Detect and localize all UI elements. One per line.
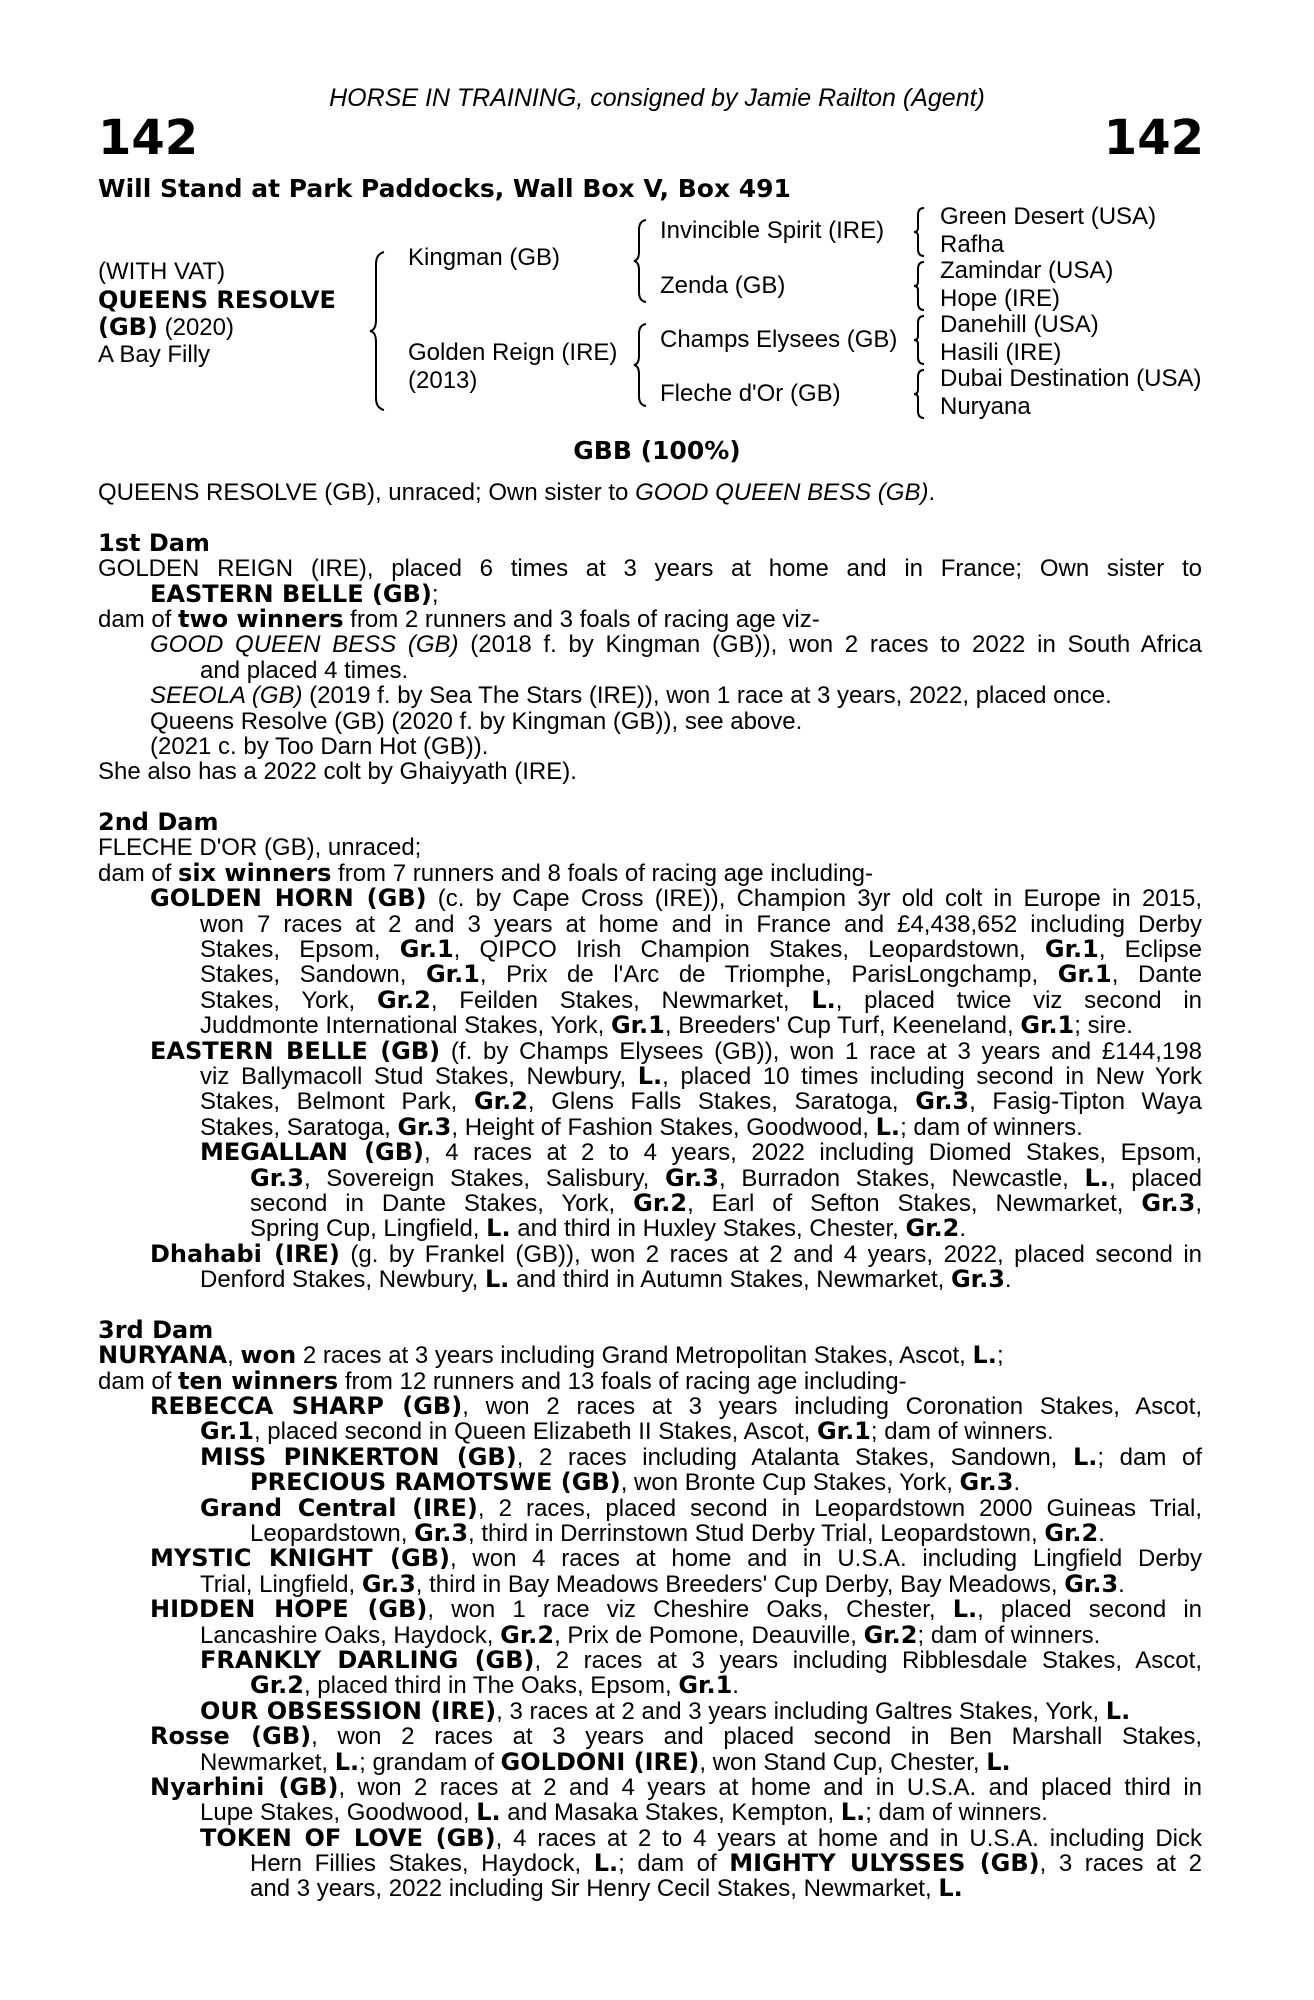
sire-dam: Zenda (GB) — [660, 272, 786, 299]
first-dam-line: GOOD QUEEN BESS (GB) (2018 f. by Kingman (GB)), won 2 races to 2022 in South Africa — [150, 631, 1202, 659]
ggp-8: Nuryana — [940, 393, 1031, 420]
third-dam-line: and 3 years, 2022 including Sir Henry Cecil Stakes, Newmarket, L. — [250, 1874, 963, 1903]
third-dam-line: REBECCA SHARP (GB), won 2 races at 3 years including Coronation Stakes, Ascot, — [150, 1392, 1202, 1421]
ggp-7: Dubai Destination (USA) — [940, 365, 1202, 392]
ggp-1: Green Desert (USA) — [940, 203, 1157, 230]
second-dam-line: Stakes, Sandown, Gr.1, Prix de l'Arc de Triomphe, ParisLongchamp, Gr.1, Dante — [200, 960, 1202, 989]
gbb-rating: GBB (100%) — [573, 436, 741, 465]
second-dam-line: EASTERN BELLE (GB) (f. by Champs Elysees (GB)), won 1 race at 3 years and £144,198 — [150, 1036, 1202, 1065]
third-dam-line: Nyarhini (GB), won 2 races at 2 and 4 years at home and in U.S.A. and placed third in — [150, 1772, 1203, 1801]
dam-brace — [632, 322, 650, 408]
intro-line: QUEENS RESOLVE (GB), unraced; Own sister to GOOD QUEEN BESS (GB). — [98, 479, 936, 506]
pedigree-brace-main — [368, 250, 390, 412]
second-dam-line: MEGALLAN (GB), 4 races at 2 to 4 years, 2022 including Diomed Stakes, Epsom, — [200, 1138, 1202, 1167]
second-dam-line: Stakes, York, Gr.2, Feilden Stakes, Newmarket, L., placed twice viz second in — [200, 985, 1203, 1014]
third-dam-line: dam of ten winners from 12 runners and 13 foals of racing age including- — [98, 1366, 907, 1395]
third-dam-line: Gr.2, placed third in The Oaks, Epsom, Gr.1. — [250, 1671, 739, 1700]
brace-g1 — [912, 206, 928, 258]
third-dam-line: FRANKLY DARLING (GB), 2 races at 3 years including Ribblesdale Stakes, Ascot, — [200, 1645, 1202, 1674]
second-dam-line: Spring Cup, Lingfield, L. and third in Huxley Stakes, Chester, Gr.2. — [250, 1214, 967, 1243]
third-dam-line: Hern Fillies Stakes, Haydock, L.; dam of MIGHTY ULYSSES (GB), 3 races at 2 — [250, 1849, 1202, 1878]
vat-note: (WITH VAT) — [98, 258, 226, 285]
horse-origin-year: (GB) (2020) — [98, 313, 234, 341]
second-dam-line: won 7 races at 2 and 3 years at home and in France and £4,438,652 including Derby — [200, 910, 1202, 938]
second-dam-line: Stakes, Epsom, Gr.1, QIPCO Irish Champion Stakes, Leopardstown, Gr.1, Eclipse — [200, 935, 1203, 964]
second-dam-line: Stakes, Belmont Park, Gr.2, Glens Falls Stakes, Saratoga, Gr.3, Fasig-Tipton Waya — [200, 1087, 1203, 1116]
second-dam-line: viz Ballymacoll Stud Stakes, Newbury, L., placed 10 times including second in New York — [200, 1061, 1202, 1090]
third-dam-line: MYSTIC KNIGHT (GB), won 4 races at home and in U.S.A. including Lingfield Derby — [150, 1544, 1203, 1573]
third-dam-line: TOKEN OF LOVE (GB), 4 races at 2 to 4 years at home and in U.S.A. including Dick — [200, 1823, 1203, 1852]
third-dam-line: Grand Central (IRE), 2 races, placed second in Leopardstown 2000 Guineas Trial, — [200, 1493, 1202, 1522]
third-dam-line: Lancashire Oaks, Haydock, Gr.2, Prix de Pomone, Deauville, Gr.2; dam of winners. — [200, 1620, 1101, 1649]
third-dam-line: NURYANA, won 2 races at 3 years including Grand Metropolitan Stakes, Ascot, L.; — [98, 1341, 1004, 1370]
third-dam-line: PRECIOUS RAMOTSWE (GB), won Bronte Cup Stakes, York, Gr.3. — [250, 1468, 1021, 1497]
third-dam-line: OUR OBSESSION (IRE), 3 races at 2 and 3 years including Galtres Stakes, York, L. — [200, 1696, 1131, 1725]
brace-g3 — [912, 314, 928, 366]
dam-dam: Fleche d'Or (GB) — [660, 380, 841, 407]
dam: Golden Reign (IRE) — [408, 339, 618, 366]
dam-foaling-year: (2013) — [408, 367, 478, 394]
first-dam-line: (2021 c. by Too Darn Hot (GB)). — [150, 732, 489, 760]
dam-sire: Champs Elysees (GB) — [660, 326, 898, 353]
lot-number-left: 142 — [98, 110, 199, 166]
first-dam-line: She also has a 2022 colt by Ghaiyyath (IRE). — [98, 758, 577, 786]
ggp-4: Hope (IRE) — [940, 285, 1061, 312]
lot-number-right: 142 — [1103, 110, 1204, 166]
second-dam-heading: 2nd Dam — [98, 808, 219, 837]
first-dam-line: SEEOLA (GB) (2019 f. by Sea The Stars (IRE)), won 1 race at 3 years, 2022, placed once. — [150, 682, 1112, 710]
sire-brace — [632, 218, 650, 304]
first-dam-line: and placed 4 times. — [200, 656, 409, 684]
third-dam-line: Trial, Lingfield, Gr.3, third in Bay Meadows Breeders' Cup Derby, Bay Meadows, Gr.3. — [200, 1569, 1125, 1598]
second-dam-line: dam of six winners from 7 runners and 8 foals of racing age including- — [98, 858, 874, 887]
horse-description: A Bay Filly — [98, 341, 211, 368]
brace-g2 — [912, 260, 928, 312]
sire-sire: Invincible Spirit (IRE) — [660, 217, 885, 244]
horse-name: QUEENS RESOLVE — [98, 286, 336, 314]
second-dam-line: Gr.3, Sovereign Stakes, Salisbury, Gr.3, Burradon Stakes, Newcastle, L., placed — [250, 1163, 1203, 1192]
first-dam-line: Queens Resolve (GB) (2020 f. by Kingman (GB)), see above. — [150, 707, 803, 735]
second-dam-line: Dhahabi (IRE) (g. by Frankel (GB)), won 2 races at 2 and 4 years, 2022, placed second in — [150, 1239, 1202, 1268]
ggp-6: Hasili (IRE) — [940, 339, 1062, 366]
first-dam-line: GOLDEN REIGN (IRE), placed 6 times at 3 years at home and in France; Own sister to — [98, 555, 1202, 583]
first-dam-line: EASTERN BELLE (GB); — [150, 579, 439, 608]
second-dam-line: second in Dante Stakes, York, Gr.2, Earl of Sefton Stakes, Newmarket, Gr.3, — [250, 1188, 1202, 1217]
second-dam-line: FLECHE D'OR (GB), unraced; — [98, 834, 422, 862]
third-dam-line: Rosse (GB), won 2 races at 3 years and placed second in Ben Marshall Stakes, — [150, 1722, 1203, 1751]
second-dam-line: Stakes, Saratoga, Gr.3, Height of Fashion Stakes, Goodwood, L.; dam of winners. — [200, 1112, 1083, 1141]
third-dam-line: Newmarket, L.; grandam of GOLDONI (IRE), won Stand Cup, Chester, L. — [200, 1747, 1011, 1776]
consignor-header: HORSE IN TRAINING, consigned by Jamie Railton (Agent) — [329, 84, 985, 112]
third-dam-line: MISS PINKERTON (GB), 2 races including Atalanta Stakes, Sandown, L.; dam of — [200, 1442, 1202, 1471]
second-dam-line: Denford Stakes, Newbury, L. and third in Autumn Stakes, Newmarket, Gr.3. — [200, 1265, 1012, 1294]
first-dam-line: dam of two winners from 2 runners and 3 foals of racing age viz- — [98, 604, 820, 633]
third-dam-heading: 3rd Dam — [98, 1315, 214, 1344]
third-dam-line: Gr.1, placed second in Queen Elizabeth II Stakes, Ascot, Gr.1; dam of winners. — [200, 1417, 1054, 1446]
third-dam-line: HIDDEN HOPE (GB), won 1 race viz Cheshire Oaks, Chester, L., placed second in — [150, 1595, 1203, 1624]
second-dam-line: GOLDEN HORN (GB) (c. by Cape Cross (IRE)), Champion 3yr old colt in Europe in 2015, — [150, 884, 1202, 913]
catalogue-body — [98, 480, 1202, 1902]
ggp-2: Rafha — [940, 231, 1005, 258]
stabling-location: Will Stand at Park Paddocks, Wall Box V, Box 491 — [98, 174, 791, 203]
first-dam-heading: 1st Dam — [98, 528, 210, 557]
second-dam-line: Juddmonte International Stakes, York, Gr.1, Breeders' Cup Turf, Keeneland, Gr.1; sire. — [200, 1011, 1133, 1040]
ggp-5: Danehill (USA) — [940, 311, 1099, 338]
sire: Kingman (GB) — [408, 244, 561, 271]
ggp-3: Zamindar (USA) — [940, 257, 1114, 284]
third-dam-line: Leopardstown, Gr.3, third in Derrinstown Stud Derby Trial, Leopardstown, Gr.2. — [250, 1519, 1105, 1548]
brace-g4 — [912, 368, 928, 420]
third-dam-line: Lupe Stakes, Goodwood, L. and Masaka Stakes, Kempton, L.; dam of winners. — [200, 1798, 1048, 1827]
